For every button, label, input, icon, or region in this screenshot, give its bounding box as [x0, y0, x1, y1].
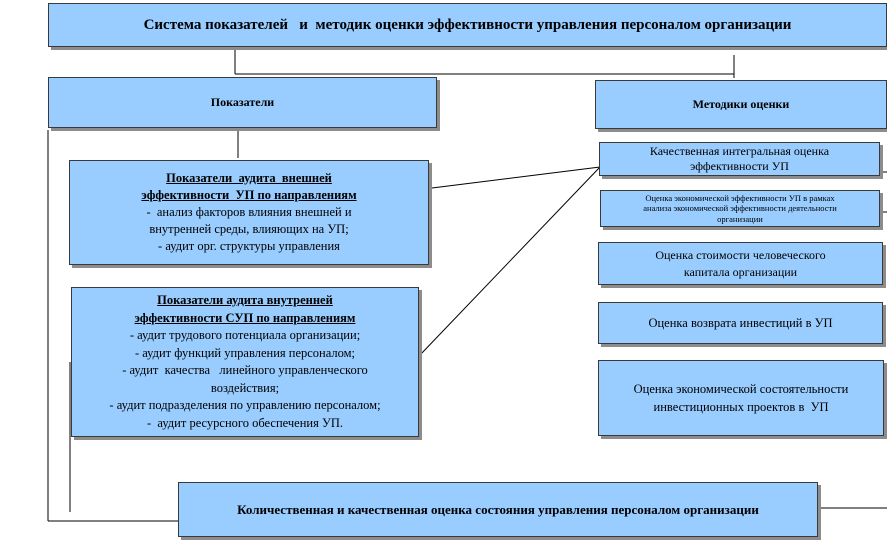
external-to-methods-line	[432, 167, 600, 188]
method-text: организации	[717, 213, 763, 224]
internal-audit-item: - аудит функций управления персоналом;	[134, 345, 356, 360]
method-text: Качественная интегральная оценка	[649, 144, 830, 158]
method-box-economic-efficiency	[600, 190, 880, 227]
internal-audit-item: - аудит качества линейного управленческого	[122, 363, 368, 377]
method-box-human-capital	[598, 242, 883, 285]
method-text: эффективности УП	[690, 159, 789, 173]
internal-audit-item: - аудит подразделения по управлению персоналом;	[109, 398, 381, 412]
methods-header-box	[595, 80, 887, 129]
internal-audit-item: - аудит ресурсного обеспечения УП.	[147, 415, 343, 430]
method-box-investment-projects	[598, 360, 884, 436]
internal-to-methods-line	[420, 167, 600, 355]
external-audit-item: - анализ факторов влияния внешней и	[146, 205, 352, 219]
method-text: инвестиционных проектов в УП	[653, 400, 829, 414]
method-box-integral-quality	[599, 142, 880, 176]
internal-audit-heading-1: Показатели аудита внутренней	[157, 293, 333, 307]
indicators-header-box	[48, 77, 437, 128]
method-text: Оценка экономической состоятельности	[633, 382, 849, 396]
external-audit-box	[69, 160, 429, 265]
internal-audit-item: - аудит трудового потенциала организации;	[129, 328, 361, 342]
footer-box	[178, 482, 818, 537]
methods-header-text: Методики оценки	[692, 97, 790, 111]
method-text: анализа экономической эффективности деятельности	[643, 203, 837, 214]
indicators-header-text: Показатели	[210, 95, 275, 109]
method-box-roi	[598, 302, 883, 344]
external-audit-heading-2: эффективности УП по направлениям	[141, 188, 357, 202]
method-text: Оценка возврата инвестиций в УП	[648, 315, 833, 330]
method-text: Оценка экономической эффективности УП в рамках	[645, 192, 835, 203]
method-text: Оценка стоимости человеческого	[655, 247, 826, 262]
footer-text: Количественная и качественная оценка состояния управления персоналом организации	[237, 501, 759, 517]
external-audit-item: - аудит орг. структуры управления	[158, 239, 340, 253]
method-text: капитала организации	[683, 264, 798, 279]
internal-audit-item: воздействия;	[210, 380, 280, 395]
external-audit-item: внутренней среды, влияющих на УП;	[149, 222, 349, 236]
title-text: Система показателей и методик оценки эффективности управления персоналом организации	[143, 16, 792, 33]
internal-audit-box	[71, 287, 419, 437]
external-audit-heading-1: Показатели аудита внешней	[166, 171, 332, 185]
title-box	[48, 3, 887, 47]
internal-audit-heading-2: эффективности СУП по направлениям	[134, 310, 356, 325]
